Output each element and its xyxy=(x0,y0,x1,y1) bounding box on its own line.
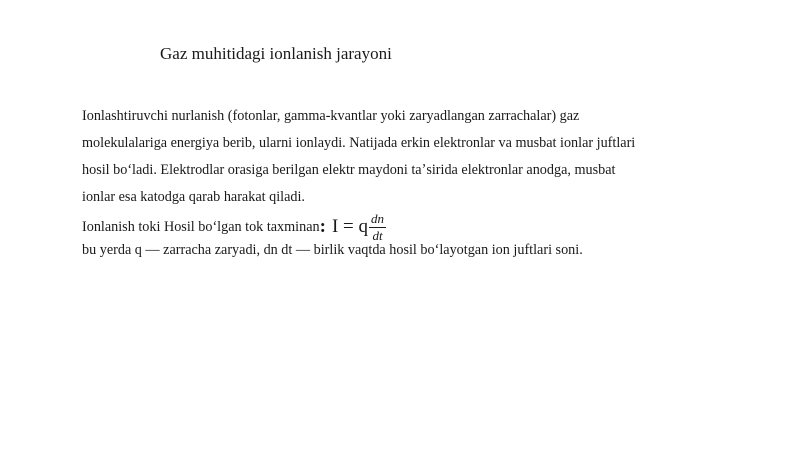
formula-colon: : xyxy=(319,216,326,237)
formula-lhs: I = q xyxy=(331,216,368,237)
formula-fraction xyxy=(369,212,386,243)
formula-intro: Ionlanish toki Hosil boʻlgan tok taxminan xyxy=(82,218,320,235)
body-paragraph xyxy=(82,103,682,211)
formula-explanation: bu yerda q — zarracha zaryadi, dn dt — birlik vaqtda hosil boʻlayotgan ion juftlari soni. xyxy=(82,242,583,258)
paragraph-line: hosil boʻladi. Elektrodlar orasiga berilgan elektr maydoni taʼsirida elektronlar anodga, musbat xyxy=(82,162,616,178)
fraction-denominator: dt xyxy=(372,227,383,243)
current-formula xyxy=(332,212,386,243)
paragraph-line: Ionlashtiruvchi nurlanish (fotonlar, gamma-kvantlar yoki zaryadlangan zarrachalar) gaz xyxy=(82,108,580,124)
document-title: Gaz muhitidagi ionlanish jarayoni xyxy=(160,44,392,63)
formula-line xyxy=(82,208,386,246)
paragraph-line: ionlar esa katodga qarab harakat qiladi. xyxy=(82,189,305,205)
paragraph-line: molekulalariga energiya berib, ularni ionlaydi. Natijada erkin elektronlar va musbat ionlar juftlari xyxy=(82,135,636,151)
fraction-numerator: dn xyxy=(371,210,384,226)
